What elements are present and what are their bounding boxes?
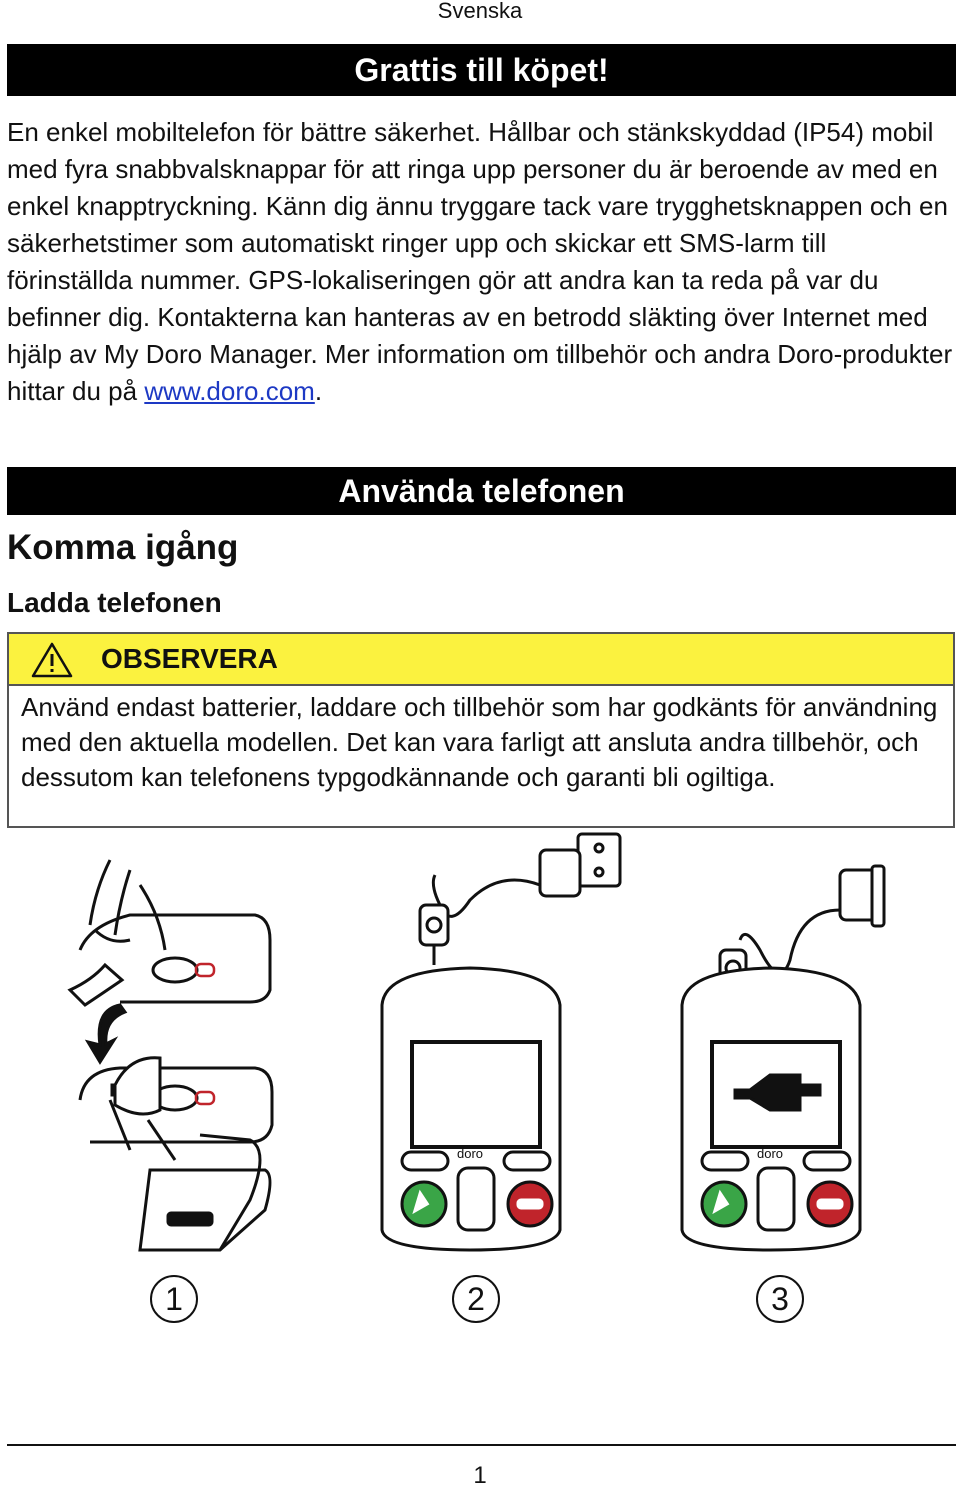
step-number-3: 3 <box>756 1275 804 1323</box>
intro-paragraph <box>7 114 955 410</box>
step1-phone-cover <box>70 860 272 1250</box>
notice-box <box>7 632 955 828</box>
intro-text: En enkel mobiltelefon för bättre säkerhet. Hållbar och stänkskyddad (IP54) mobil med fyra snabbvalsknappar för att ringa upp personer du är beroende av med en enkel knapptryckning. Känn dig ännu tryggare tack vare trygghetsknappen och en säkerhetstimer som automatiskt ringer upp och skickar ett SMS-larm till förinställda nummer. GPS-lokaliseringen gör att andra kan ta reda på var du befinner dig. Kontakterna kan hanteras av en betrodd släkting över Internet med hjälp av My Doro Manager. Mer information om tillbehör och andra Doro-produkter hittar du på <box>7 117 953 406</box>
intro-end: . <box>314 376 323 406</box>
doro-website-link[interactable]: www.doro.com <box>144 376 315 406</box>
section-title-bar: Grattis till köpet! <box>7 44 956 96</box>
section-title-bar-2: Använda telefonen <box>7 467 956 515</box>
step2-phone-charger <box>382 834 620 1250</box>
step-number-2: 2 <box>452 1275 500 1323</box>
notice-header <box>9 634 953 686</box>
doro-brand-logo-2: doro <box>756 1146 784 1161</box>
language-label: Svenska <box>437 0 523 23</box>
charging-illustration <box>0 830 960 1270</box>
page-number: 1 <box>473 1462 487 1489</box>
warning-triangle-icon <box>31 642 73 678</box>
doro-brand-logo: doro <box>456 1146 484 1161</box>
footer-divider <box>7 1444 956 1446</box>
subheading-charge-phone: Ladda telefonen <box>7 587 222 618</box>
heading-getting-started: Komma igång <box>7 528 239 567</box>
step-number-1: 1 <box>150 1275 198 1323</box>
step3-phone-charging <box>682 866 884 1250</box>
notice-body: Använd endast batterier, laddare och tillbehör som har godkänts för användning med den aktuella modellen. Det kan vara farligt att ansluta andra tillbehör, och dessutom kan telefonens typgodkännande och garanti bli ogiltiga. <box>21 692 938 792</box>
notice-title: OBSERVERA <box>101 643 278 674</box>
